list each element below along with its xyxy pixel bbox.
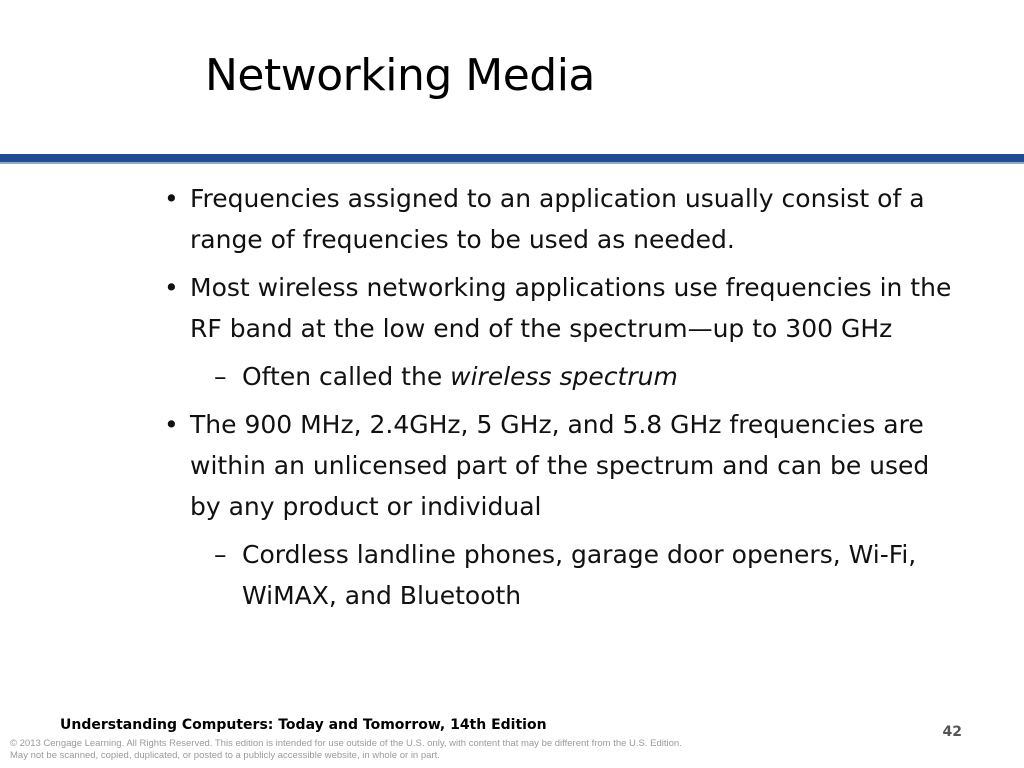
copyright-line: May not be scanned, copied, duplicated, or posted to a publicly accessible website, in whole or in part. xyxy=(10,750,440,761)
sub-bullet-item xyxy=(164,534,964,616)
sub-bullet-marker: – xyxy=(214,362,227,391)
sub-bullet-text: Often called the xyxy=(242,362,451,391)
title-divider-shadow xyxy=(0,162,1024,164)
copyright-line: © 2013 Cengage Learning. All Rights Reserved. This edition is intended for use outside of the U.S. only, with content that may be different from the U.S. Edition. xyxy=(10,738,682,749)
copyright-notice xyxy=(10,738,682,762)
page-number: 42 xyxy=(942,724,962,740)
slide-body xyxy=(164,178,964,623)
sub-bullet-italic-text: wireless spectrum xyxy=(450,362,678,391)
title-divider xyxy=(0,154,1024,162)
footer-book-title: Understanding Computers: Today and Tomorrow, 14th Edition xyxy=(60,717,547,733)
bullet-marker: • xyxy=(164,410,179,439)
bullet-text: Most wireless networking applications use frequencies in the RF band at the low end of the spectrum—up to 300 GHz xyxy=(190,273,952,343)
sub-bullet-text: Cordless landline phones, garage door openers, Wi-Fi, WiMAX, and Bluetooth xyxy=(242,540,917,610)
bullet-item xyxy=(164,178,964,260)
bullet-item xyxy=(164,267,964,349)
bullet-marker: • xyxy=(164,184,179,213)
bullet-marker: • xyxy=(164,273,179,302)
bullet-item xyxy=(164,404,964,527)
bullet-text: Frequencies assigned to an application usually consist of a range of frequencies to be used as needed. xyxy=(190,184,925,254)
sub-bullet-marker: – xyxy=(214,540,227,569)
sub-bullet-item xyxy=(164,356,964,397)
bullet-text: The 900 MHz, 2.4GHz, 5 GHz, and 5.8 GHz frequencies are within an unlicensed part of the spectrum and can be used by any product or individual xyxy=(190,410,930,521)
slide-title: Networking Media xyxy=(205,50,595,101)
